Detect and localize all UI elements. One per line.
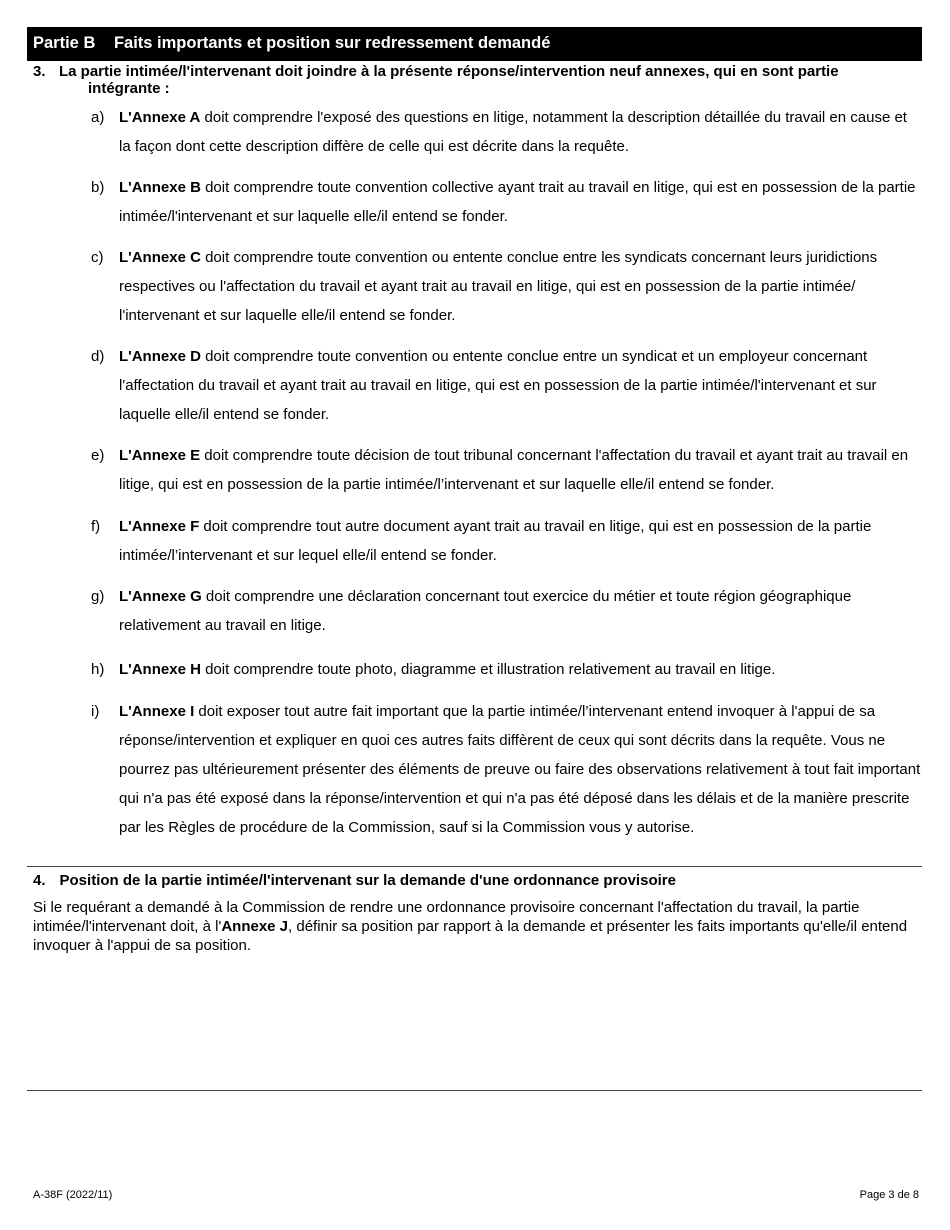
- page-number: Page 3 de 8: [859, 1189, 919, 1201]
- annex-label: L'Annexe F: [119, 518, 200, 535]
- item-letter: a): [91, 109, 105, 126]
- annex-text: doit exposer tout autre fait important que la partie intimée/l’intervenant entend invoquer à l'appui de sa réponse/intervention et expliquer en quoi ces autres faits diffèrent de ceux qui sont décrits dans la requête. Vous ne pourrez pas ultérieurement présenter des éléments de preuve ou faire des observations relativement à tout fait important qui n'a pas été exposé dans la réponse/intervention et qui n'a pas été déposé dans les délais et de la manière prescrite par les Règles de procédure de la Commission, sauf si la Commission vous y autorise.: [119, 703, 921, 836]
- annex-text: doit comprendre tout autre document ayant trait au travail en litige, qui est en possession de la partie intimée/l’intervenant et sur lequel elle/il entend se fonder.: [119, 518, 872, 564]
- form-code: A-38F (2022/11): [33, 1189, 113, 1201]
- annex-text: doit comprendre une déclaration concernant tout exercice du métier et toute région géographique relativement au travail en litige.: [119, 588, 852, 634]
- item-letter: c): [91, 249, 104, 266]
- answer-area-divider: [27, 1090, 922, 1091]
- annex-label: L'Annexe B: [119, 179, 201, 196]
- annex-text: doit comprendre toute photo, diagramme et illustration relativement au travail en litige.: [200, 661, 776, 678]
- annex-j-label: Annexe J: [221, 918, 289, 935]
- annex-label: L'Annexe H: [119, 661, 201, 678]
- item-letter: h): [91, 661, 105, 678]
- annex-label: L'Annexe D: [119, 348, 201, 365]
- annex-label: L'Annexe C: [119, 249, 201, 266]
- item-letter: e): [91, 447, 105, 464]
- annex-text: doit comprendre toute convention ou entente conclue entre les syndicats concernant leurs juridictions respectives ou l'affectation du travail et ayant trait au travail en litige, qui est en possession de la partie intimée/ l'intervenant et sur laquelle elle/il entend se fonder.: [119, 249, 878, 324]
- annex-label: L'Annexe G: [119, 588, 202, 605]
- annex-label: L'Annexe I: [119, 703, 195, 720]
- part-label: Partie B: [33, 34, 96, 52]
- section-4-title: Position de la partie intimée/l'intervenant sur la demande d'une ordonnance provisoire: [59, 872, 676, 889]
- part-title: Faits importants et position sur redressement demandé: [113, 34, 551, 52]
- annex-text: doit comprendre toute convention ou entente conclue entre un syndicat et un employeur concernant l'affectation du travail et ayant trait au travail en litige, qui est en possession de la partie intimée/l'intervenant et sur laquelle elle/il entend se fonder.: [119, 348, 877, 423]
- section-4-text-after: , définir sa position par rapport à la demande et présenter les faits importants qu'elle/il entend invoquer à l'appui de sa position.: [33, 918, 908, 954]
- item-letter: b): [91, 179, 105, 196]
- annex-text: doit comprendre toute décision de tout tribunal concernant l'affectation du travail et ayant trait au travail en litige, qui est en possession de la partie intimée/l’intervenant et sur laquelle elle/il entend se fonder.: [119, 447, 909, 493]
- section-3-heading: [33, 63, 918, 97]
- section-3-title-line1: La partie intimée/l'intervenant doit joindre à la présente réponse/intervention neuf annexes, qui en sont partie: [59, 63, 839, 80]
- section-4-text-before: Si le requérant a demandé à la Commission de rendre une ordonnance provisoire concernant l'affectation du travail, la partie intimée/l'intervenant doit, à l': [33, 899, 860, 935]
- item-letter: d): [91, 348, 105, 365]
- part-b-header: [27, 27, 922, 61]
- item-letter: g): [91, 588, 105, 605]
- section-3-title-line2: intégrante :: [88, 80, 170, 97]
- section-4-heading: [33, 872, 676, 889]
- item-letter: i): [91, 703, 100, 720]
- annex-label: L'Annexe E: [119, 447, 201, 464]
- annex-text: doit comprendre l'exposé des questions en litige, notamment la description détaillée du travail en cause et la façon dont cette description diffère de celle qui est décrite dans la requête.: [119, 109, 907, 155]
- annex-text: doit comprendre toute convention collective ayant trait au travail en litige, qui est en possession de la partie intimée/l'intervenant et sur laquelle elle/il entend se fonder.: [119, 179, 916, 225]
- annex-label: L'Annexe A: [119, 109, 201, 126]
- section-4-paragraph: [33, 898, 913, 955]
- item-letter: f): [91, 518, 101, 535]
- section-4-number: 4.: [33, 872, 46, 889]
- section-divider: [27, 866, 922, 867]
- section-3-number: 3.: [33, 63, 46, 80]
